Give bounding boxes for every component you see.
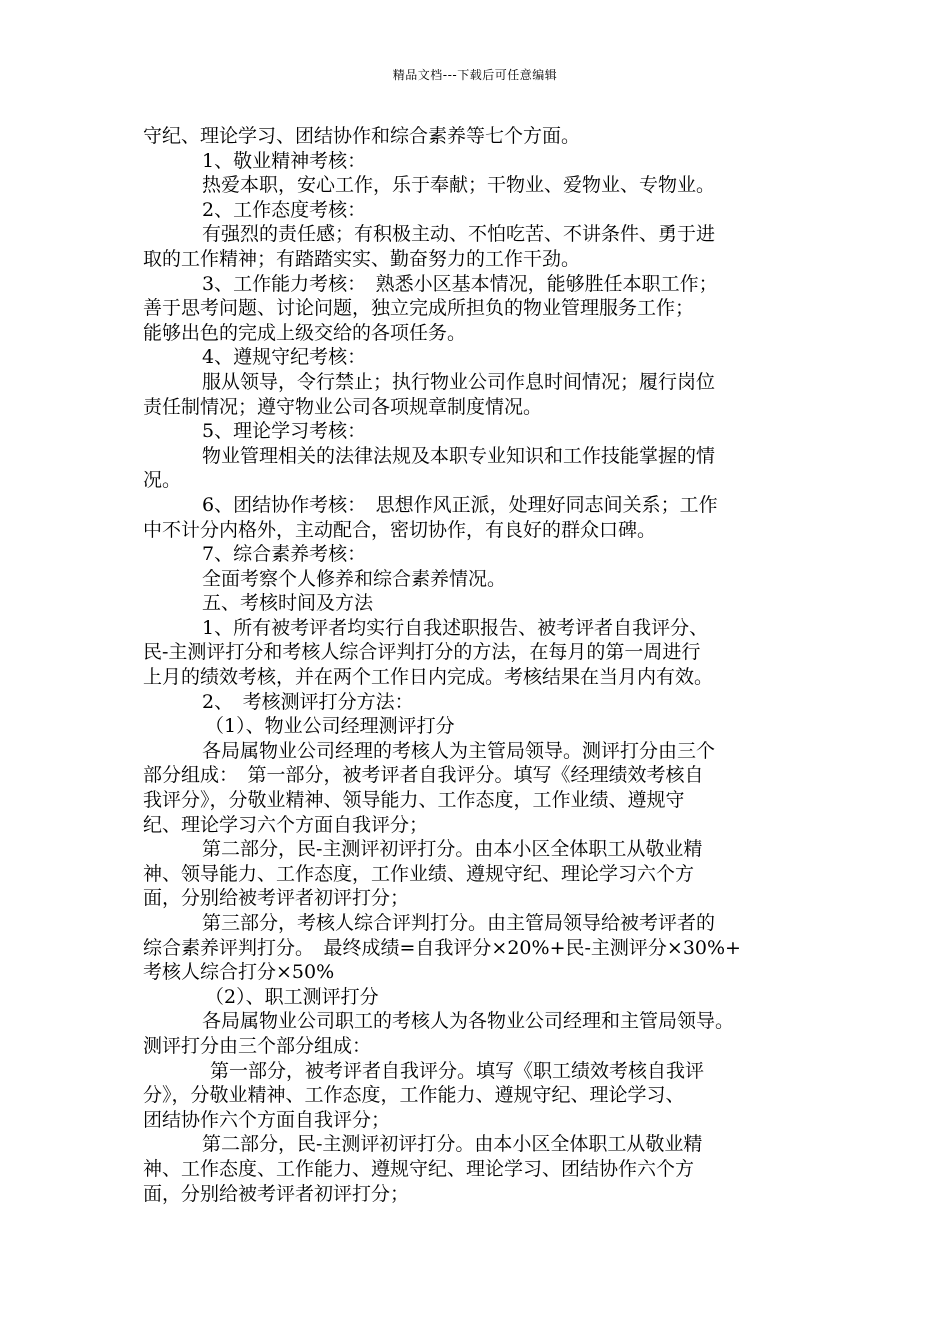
text-line: 第一部分，被考评者自我评分。填写《职工绩效考核自我评 — [210, 1059, 705, 1082]
text-line: 服从领导，令行禁止；执行物业公司作息时间情况；履行岗位 — [202, 370, 716, 393]
text-line: 况。 — [143, 469, 182, 492]
text-line: 能够出色的完成上级交给的各项任务。 — [143, 321, 467, 344]
section-heading: 6、团结协作考核： 思想作风正派，处理好同志间关系；工作 — [202, 493, 718, 516]
section-heading: （1）、物业公司经理测评打分 — [205, 715, 455, 738]
section-heading: 3、工作能力考核： 熟悉小区基本情况，能够胜任本职工作； — [202, 272, 718, 295]
section-heading: 2、 考核测评打分方法： — [202, 690, 414, 713]
text-line: 神、领导能力、工作态度，工作业绩、遵规守纪、理论学习六个方 — [143, 862, 695, 885]
section-heading: 5、理论学习考核： — [202, 420, 367, 443]
text-line: 团结协作六个方面自我评分； — [143, 1108, 391, 1131]
text-line: 部分组成： 第一部分，被考评者自我评分。填写《经理绩效考核自 — [143, 764, 704, 787]
text-line: 有强烈的责任感；有积极主动、不怕吃苦、不讲条件、勇于进 — [202, 223, 716, 246]
text-line: 面，分别给被考评者初评打分； — [143, 1182, 410, 1205]
text-line: 分》，分敬业精神、工作态度，工作能力、遵规守纪、理论学习、 — [143, 1084, 685, 1107]
text-line: 守纪、理论学习、团结协作和综合素养等七个方面。 — [143, 125, 581, 147]
text-line: 责任制情况；遵守物业公司各项规章制度情况。 — [143, 395, 543, 418]
text-line: 上月的绩效考核，并在两个工作日内完成。考核结果在当月内有效。 — [143, 666, 714, 689]
section-heading: 五、考核时间及方法 — [202, 592, 374, 615]
page-header: 精品文档---下载后可任意编辑 — [392, 68, 558, 82]
section-heading: 1、敬业精神考核： — [202, 149, 367, 172]
text-line: 考核人综合打分×50% — [143, 961, 335, 984]
text-line: 物业管理相关的法律法规及本职专业知识和工作技能掌握的情 — [202, 444, 716, 467]
section-heading: （2）、职工测评打分 — [205, 985, 379, 1008]
text-line: 全面考察个人修养和综合素养情况。 — [202, 567, 507, 590]
text-line: 第二部分，民-主测评初评打分。由本小区全体职工从敬业精 — [202, 1133, 703, 1156]
section-heading: 2、工作态度考核： — [202, 198, 367, 221]
text-line: 纪、理论学习六个方面自我评分； — [143, 813, 429, 836]
text-line: 第三部分，考核人综合评判打分。由主管局领导给被考评者的 — [202, 912, 716, 934]
text-line: 中不计分内格外，主动配合，密切协作，有良好的群众口碑。 — [143, 518, 657, 541]
text-line: 热爱本职，安心工作，乐于奉献；干物业、爱物业、专物业。 — [202, 174, 716, 197]
section-heading: 4、遵规守纪考核： — [202, 346, 367, 369]
text-line: 面，分别给被考评者初评打分； — [143, 887, 410, 910]
text-line: 综合素养评判打分。 最终成绩=自我评分×20%+民-主测评分×30%+ — [143, 936, 741, 959]
text-line: 各局属物业公司职工的考核人为各物业公司经理和主管局领导。 — [202, 1010, 735, 1033]
text-line: 我评分》，分敬业精神、领导能力、工作态度，工作业绩、遵规守 — [143, 789, 685, 812]
text-line: 民-主测评打分和考核人综合评判打分的方法，在每月的第一周进行 — [143, 641, 701, 664]
text-line: 各局属物业公司经理的考核人为主管局领导。测评打分由三个 — [202, 739, 716, 762]
text-line: 善于思考问题、讨论问题，独立完成所担负的物业管理服务工作； — [143, 297, 695, 320]
text-line: 1、所有被考评者均实行自我述职报告、被考评者自我评分、 — [202, 616, 709, 639]
text-line: 测评打分由三个部分组成： — [143, 1034, 372, 1057]
text-line: 第二部分，民-主测评初评打分。由本小区全体职工从敬业精 — [202, 838, 703, 861]
text-line: 取的工作精神；有踏踏实实、勤奋努力的工作干劲。 — [143, 247, 581, 270]
text-line: 神、工作态度、工作能力、遵规守纪、理论学习、团结协作六个方 — [143, 1157, 695, 1180]
document-body — [143, 124, 823, 1206]
section-heading: 7、综合素养考核： — [202, 543, 367, 566]
